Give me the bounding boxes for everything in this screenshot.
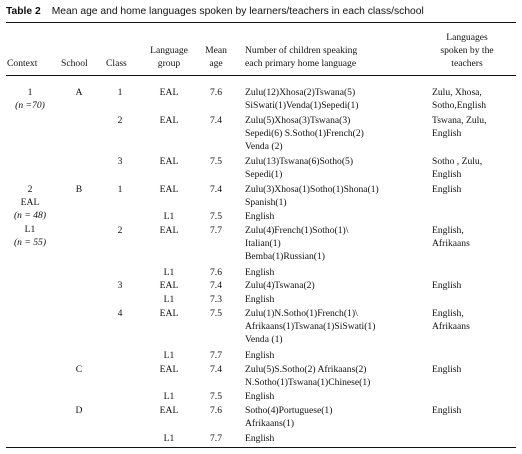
mean-age-cell: 7.5: [210, 391, 222, 402]
mean-age-cell: 7.6: [210, 405, 222, 416]
context-cell: 2: [27, 184, 33, 195]
language-group-cell: EAL: [159, 280, 179, 291]
mean-age-cell: 7.4: [210, 184, 222, 195]
mean-age-cell: 7.6: [210, 87, 222, 98]
children-languages-cell: English: [245, 211, 275, 222]
children-languages-cell: Sepedi(1): [245, 169, 283, 181]
children-languages-cell: Bemba(1)Russian(1): [245, 251, 325, 263]
class-cell: 2: [117, 225, 123, 236]
children-languages-cell: Italian(1): [245, 238, 281, 250]
class-cell: 3: [117, 156, 123, 167]
header-teacher-languages: spoken by the: [440, 45, 494, 57]
teacher-languages-cell: English: [432, 280, 462, 291]
language-group-cell: EAL: [159, 87, 179, 98]
language-group-cell: EAL: [159, 308, 179, 319]
header-teacher-languages: teachers: [451, 58, 483, 70]
language-group-cell: L1: [163, 294, 175, 305]
header-rule: [6, 75, 516, 76]
children-languages-cell: Zulu(3)Xhosa(1)Sotho(1)Shona(1): [245, 184, 379, 195]
teacher-languages-cell: English: [432, 169, 462, 181]
language-group-cell: L1: [163, 211, 175, 222]
language-group-cell: EAL: [159, 184, 179, 195]
children-languages-cell: Sotho(4)Portuguese(1): [245, 405, 333, 416]
children-languages-cell: Afrikaans(1)Tswana(1)SiSwati(1): [245, 321, 376, 333]
language-group-cell: L1: [163, 350, 175, 361]
teacher-languages-cell: Afrikaans: [432, 321, 470, 333]
teacher-languages-cell: Sotho,English: [432, 100, 487, 112]
teacher-languages-cell: Tswana, Zulu,: [432, 115, 487, 126]
school-cell: B: [75, 184, 83, 195]
children-languages-cell: English: [245, 391, 275, 402]
language-group-cell: EAL: [159, 405, 179, 416]
school-cell: C: [75, 364, 83, 375]
children-languages-cell: Zulu(12)Xhosa(2)Tswana(5): [245, 87, 356, 98]
class-cell: 2: [117, 115, 123, 126]
language-group-cell: L1: [163, 391, 175, 402]
teacher-languages-cell: Afrikaans: [432, 238, 470, 250]
mean-age-cell: 7.3: [210, 294, 222, 305]
top-rule: [6, 22, 516, 23]
children-languages-cell: SiSwati(1)Venda(1)Sepedi(1): [245, 100, 359, 112]
class-cell: 1: [117, 184, 123, 195]
mean-age-cell: 7.4: [210, 280, 222, 291]
children-languages-cell: Zulu(13)Tswana(6)Sotho(5): [245, 156, 354, 167]
children-languages-cell: Sepedi(6) S.Sotho(1)French(2): [245, 128, 364, 140]
language-group-cell: EAL: [159, 364, 179, 375]
children-languages-cell: Zulu(1)N.Sotho(1)French(1)\: [245, 308, 358, 319]
children-languages-cell: English: [245, 433, 275, 444]
context-cell: (n = 48): [13, 210, 47, 222]
header-mean-age: Mean: [205, 45, 227, 56]
mean-age-cell: 7.5: [210, 211, 222, 222]
school-cell: D: [75, 405, 83, 416]
header-teacher-languages: Languages: [446, 32, 488, 43]
header-class: Class: [106, 58, 127, 69]
language-group-cell: L1: [163, 267, 175, 278]
header-school: School: [61, 58, 88, 69]
table-caption: [6, 6, 424, 17]
context-cell: EAL: [20, 197, 40, 209]
teacher-languages-cell: English,: [432, 225, 464, 236]
children-languages-cell: Venda (1): [245, 334, 283, 346]
context-cell: (n = 55): [13, 236, 47, 248]
table-title: Mean age and home languages spoken by learners/teachers in each class/school: [51, 6, 424, 17]
context-cell: (n =70): [15, 100, 45, 112]
children-languages-cell: English: [245, 294, 275, 305]
teacher-languages-cell: English,: [432, 308, 464, 319]
children-languages-cell: Spanish(1): [245, 197, 287, 209]
language-group-cell: L1: [163, 433, 175, 444]
teacher-languages-cell: English: [432, 128, 462, 140]
mean-age-cell: 7.7: [210, 433, 222, 444]
teacher-languages-cell: Sotho , Zulu,: [432, 156, 483, 167]
children-languages-cell: Afrikaans(1): [245, 418, 295, 430]
children-languages-cell: Zulu(5)Xhosa(3)Tswana(3): [245, 115, 351, 126]
teacher-languages-cell: English: [432, 405, 462, 416]
children-languages-cell: Zulu(5)S.Sotho(2) Afrikaans(2): [245, 364, 367, 375]
mean-age-cell: 7.4: [210, 364, 222, 375]
class-cell: 4: [117, 308, 123, 319]
school-cell: A: [75, 87, 83, 98]
mean-age-cell: 7.7: [210, 350, 222, 361]
header-language-group: Language: [150, 45, 188, 56]
language-group-cell: EAL: [159, 115, 179, 126]
header-language-group: group: [157, 58, 181, 70]
teacher-languages-cell: English: [432, 184, 462, 195]
mean-age-cell: 7.5: [210, 308, 222, 319]
mean-age-cell: 7.4: [210, 115, 222, 126]
language-group-cell: EAL: [159, 156, 179, 167]
class-cell: 1: [117, 87, 123, 98]
children-languages-cell: Zulu(4)French(1)Sotho(1)\: [245, 225, 349, 236]
class-cell: 3: [117, 280, 123, 291]
header-children-languages: Number of children speaking: [245, 45, 358, 56]
children-languages-cell: English: [245, 350, 275, 361]
header-children-languages: each primary home language: [245, 58, 357, 70]
context-cell: L1: [24, 223, 36, 235]
header-mean-age: age: [209, 58, 223, 70]
bottom-rule: [6, 447, 516, 448]
mean-age-cell: 7.5: [210, 156, 222, 167]
children-languages-cell: Zulu(4)Tswana(2): [245, 280, 315, 291]
children-languages-cell: Venda (2): [245, 141, 283, 153]
teacher-languages-cell: English: [432, 364, 462, 375]
table-label: Table 2: [6, 6, 41, 17]
header-context: Context: [7, 58, 38, 69]
language-group-cell: EAL: [159, 225, 179, 236]
teacher-languages-cell: Zulu, Xhosa,: [432, 87, 482, 98]
children-languages-cell: English: [245, 267, 275, 278]
mean-age-cell: 7.7: [210, 225, 222, 236]
mean-age-cell: 7.6: [210, 267, 222, 278]
children-languages-cell: N.Sotho(1)Tswana(1)Chinese(1): [245, 377, 371, 389]
context-cell: 1: [27, 87, 33, 98]
